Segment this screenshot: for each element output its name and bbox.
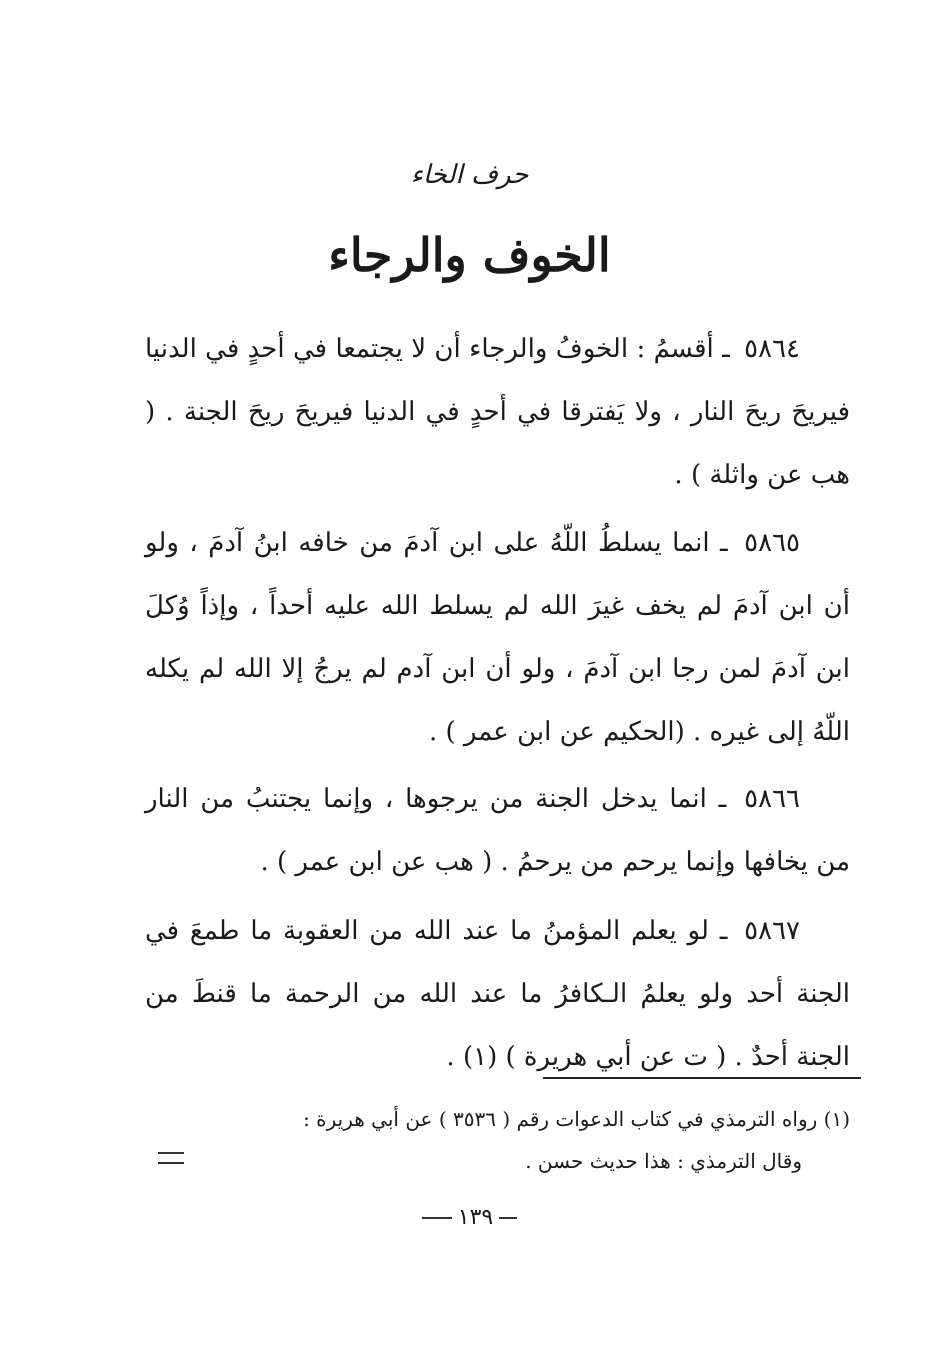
footnote: [150, 1098, 850, 1182]
hadith-number: ٥٨٦٦: [744, 784, 801, 814]
footnote-line: (١) رواه الترمذي في كتاب الدعوات رقم ( ٣٥٣٦ ) عن أبي هريرة :: [303, 1107, 850, 1131]
hadith-number: ٥٨٦٧: [744, 916, 800, 946]
page-number-dash: [422, 1217, 452, 1219]
footnote-divider: [543, 1077, 861, 1079]
hadith-entry: [145, 900, 850, 1089]
hadith-entry: [145, 768, 850, 894]
hadith-text: ـ لو يعلم المؤمنُ ما عند الله من العقوبة ما طمعَ في الجنة أحد ولو يعلمُ الـكافرُ ما عند الله من الرحمة ما قنطَ من الجنة أحدٌ . ( ت عن أبي هريرة ) (١) .: [145, 916, 850, 1072]
page-number-value: ١٣٩: [457, 1205, 494, 1230]
page-number-dash: [499, 1217, 517, 1219]
hadith-entry: [145, 318, 850, 507]
hadith-text: ـ انما يسلطُ اللّهُ على ابن آدمَ من خافه ابنُ آدمَ ، ولو أن ابن آدمَ لم يخف غيرَ الله لم يسلط الله عليه أحداً ، وإذاً وُكلَ ابن آدمَ لمن رجا ابن آدمَ ، ولو أن ابن آدم لم يرجُ إلا الله لم يكله اللّهُ إلى غيره . (الحكيم عن ابن عمر ) .: [145, 528, 850, 747]
end-mark: [158, 1152, 184, 1164]
page-number: [0, 1205, 939, 1230]
hadith-text: ـ انما يدخل الجنة من يرجوها ، وإنما يجتنبُ من النار من يخافها وإنما يرحم من يرحمُ . ( هب عن ابن عمر ) .: [145, 784, 850, 877]
section-header: حرف الخاء: [410, 160, 529, 190]
hadith-entry: [145, 512, 850, 764]
hadith-text: ـ أقسمُ : الخوفُ والرجاء أن لا يجتمعا في أحدٍ في الدنيا فيريحَ ريحَ النار ، ولا يَفترقا في أحدٍ في الدنيا فيريحَ ريحَ الجنة . ( هب عن واثلة ) .: [145, 334, 850, 490]
hadith-number: ٥٨٦٥: [744, 528, 801, 558]
chapter-title: الخوف والرجاء: [328, 228, 611, 282]
hadith-number: ٥٨٦٤: [744, 334, 801, 364]
footnote-line: وقال الترمذي : هذا حديث حسن .: [525, 1149, 802, 1173]
